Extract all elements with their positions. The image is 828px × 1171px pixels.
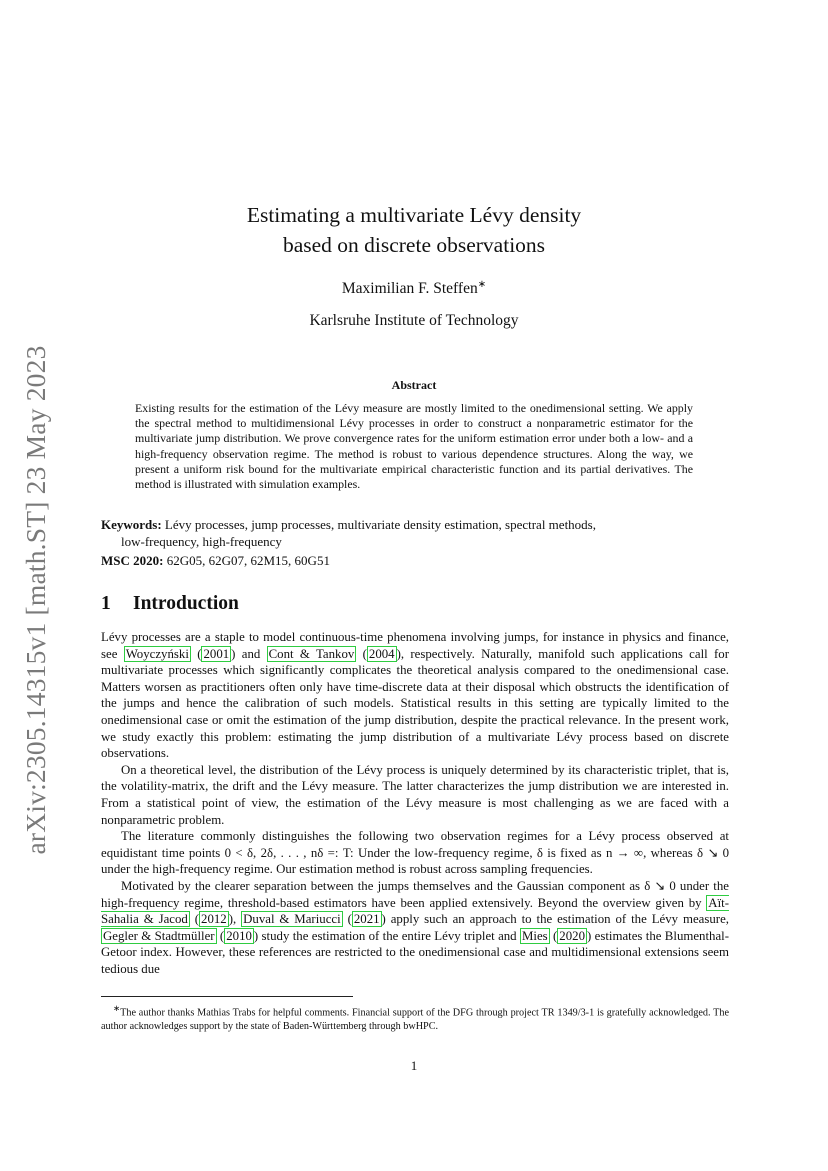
author-footnote-mark: ∗ xyxy=(477,279,487,290)
affiliation: Karlsruhe Institute of Technology xyxy=(309,312,519,329)
citation-year-duval-mariucci[interactable]: 2021 xyxy=(353,912,380,927)
page-number: 1 xyxy=(410,1058,418,1073)
footnote-text: The author thanks Mathias Trabs for helpful comments. Financial support of the DFG through project TR 1349/3-1 is gratefully acknowledged. The author acknowledges support by the state of Baden-Württemberg through bwHPC. xyxy=(101,1007,729,1032)
citation-year-mies[interactable]: 2020 xyxy=(559,928,585,943)
footnote xyxy=(101,1002,729,1033)
keywords-label: Keywords: xyxy=(101,517,162,532)
msc-value: 62G05, 62G07, 62M15, 60G51 xyxy=(166,553,330,568)
msc-label: MSC 2020: xyxy=(101,553,164,568)
abstract-heading: Abstract xyxy=(391,378,437,392)
keywords-line-1: Lévy processes, jump processes, multivariate density estimation, spectral methods, xyxy=(164,517,596,532)
msc-classification xyxy=(101,553,729,569)
footnote-rule xyxy=(101,996,353,997)
arxiv-identifier-stamp xyxy=(18,340,54,860)
keywords-line-2: low-frequency, high-frequency xyxy=(121,534,282,550)
citation-year-gegler[interactable]: 2010 xyxy=(226,928,252,943)
citation-link-ait-sahalia[interactable]: Aït-Sahalia & Jacod xyxy=(101,895,729,927)
arxiv-stamp-text: arXiv:2305.14315v1 [math.ST] 23 May 2023 xyxy=(20,345,51,855)
paper-title xyxy=(0,200,828,260)
citation-year-cont-tankov[interactable]: 2004 xyxy=(368,646,395,661)
author-name: Maximilian F. Steffen xyxy=(341,280,478,298)
footnote-mark: ∗ xyxy=(113,1003,121,1013)
author-line xyxy=(0,279,828,298)
citation-year-woyczynski[interactable]: 2001 xyxy=(203,646,230,661)
citation-year-ait-sahalia[interactable]: 2012 xyxy=(201,912,227,927)
title-line-2: based on discrete observations xyxy=(282,233,546,257)
citation-link-gegler[interactable]: Gegler & Stadtmüller xyxy=(103,928,215,943)
body-text xyxy=(101,629,729,977)
citation-link-cont-tankov[interactable]: Cont & Tankov xyxy=(268,646,355,661)
citation-link-woyczynski[interactable]: Woyczyński xyxy=(125,646,189,661)
paragraph-2: On a theoretical level, the distribution of the Lévy process is uniquely determined by its characteristic triplet, that is, the volatility-matrix, the drift and the Lévy measure. The latter characterizes the jump distribution we are interested in. From a statistical point of view, the estimation of the Lévy measure is most challenging as we are faced with a nonparametric problem. xyxy=(101,762,729,827)
citation-link-mies[interactable]: Mies xyxy=(521,928,548,943)
abstract-text: Existing results for the estimation of the Lévy measure are mostly limited to the onedimensional setting. We apply the spectral method to multidimensional Lévy processes in order to construct a nonparametric estimator for the multivariate jump distribution. We prove convergence rates for the uniform estimation error under both a low- and a high-frequency observation regime. The method is robust to various dependence structures. Along the way, we present a uniform risk bound for the multivariate empirical characteristic function and its partial derivatives. The method is illustrated with simulation examples. xyxy=(135,401,693,492)
paragraph-1: Lévy processes are a staple to model continuous-time phenomena involving jumps, for instance in physics and finance, see Woyczyński ( 2001 ) and Cont & Tankov ( 2004 ), respectively. Naturally, manifold such applications call for multivariate processes which significantly complicates the theoretical analysis compared to the onedimensional case. Matters worsen as practitioners often only have time-discrete data at their disposal which obstructs the identification of the jumps and hence the calibration of such models. Statistical results in this setting are typically limited to the onedimensional case or omit the estimation of the jump distribution, despite the practical relevance. In the present work, we study exactly this problem: estimating the jump distribution of a multivariate Lévy process based on discrete observations. xyxy=(101,630,729,761)
section-title: Introduction xyxy=(133,593,239,614)
paragraph-4: Motivated by the clearer separation between the jumps themselves and the Gaussian component as δ ↘ 0 under the high-frequency regime, threshold-based estimators have been applied extensively. Beyond the overview given by Aït-Sahalia & Jacod ( 2012 ), Duval & Mariucci ( 2021 ) apply such an approach to the estimation of the Lévy measure, Gegler & Stadtmüller ( 2010 ) study the estimation of the entire Lévy triplet and Mies ( 2020 ) estimates the Blumenthal-Getoor index. However, these references are restricted to the onedimensional case and multidimensional extensions seem tedious due xyxy=(101,878,730,976)
citation-link-duval-mariucci[interactable]: Duval & Mariucci xyxy=(243,912,341,927)
section-heading xyxy=(101,593,239,615)
section-number: 1 xyxy=(101,593,111,614)
keywords xyxy=(101,516,729,551)
title-line-1: Estimating a multivariate Lévy density xyxy=(246,203,582,227)
paragraph-3: The literature commonly distinguishes the following two observation regimes for a Lévy process observed at equidistant time points 0 < δ, 2δ, . . . , nδ =: T: Under the low-frequency regime, δ is fixed as n → ∞, whereas δ ↘ 0 under the high-frequency regime. Our estimation method is robust across sampling frequencies. xyxy=(101,829,729,877)
